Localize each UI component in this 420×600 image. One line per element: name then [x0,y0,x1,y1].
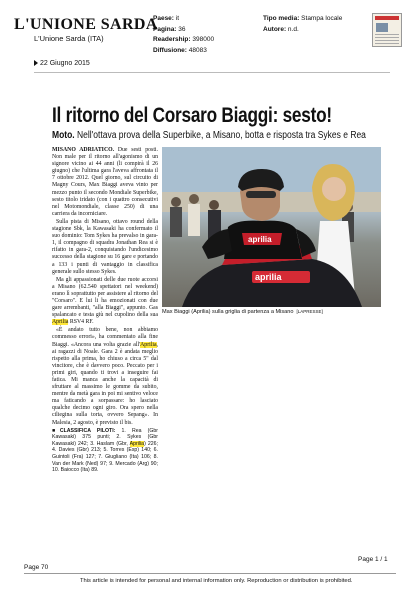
newspaper-logo: L'UNIONE SARDA [14,16,158,33]
readership-label: Readership: [153,36,191,43]
bullet-square-icon: ■ [52,427,60,434]
newspaper-thumbnail-icon [372,13,402,47]
headline: Il ritorno del Corsaro Biaggi: sesto! [52,104,332,127]
paragraph-1: Due sesti posti. Non male per il ritorno all'agonismo di un signore vicino ai 44 anni (li compirà il 26 giugno) che l'ultima gara l'aveva affrontata il 7 ottobre 2012. Quel giorno, sul circuito di Magny Cours, Max Biaggi aveva vinto per mezzo punto il secondo Mondiale Superbike, sesto titolo iridato (con i quattro consecutivi nel Motomondiale, classe 250) di una carriera da incorniciare. [52,147,158,217]
article-photo [162,147,381,307]
paragraph-2: Sulla pista di Misano, ottavo round della stagione Sbk, la Kawasaki ha confermato il suo dominio: Tom Sykes ha prevalso in gara-1, il compagno di squadra Jonathan Rea si è rifatto in gara-2, conquistando l'undicesimo successo della stagione su 16 gare e portando a 133 i punti di vantaggio in classifica generale sullo stesso Sykes. [52,218,158,275]
header-divider [34,72,390,73]
classifica-text-end: ) 226; 4. Davies (Gbr) 213; 5. Torres (Esp) 140; 6. Guintoli (Fra) 127; 7. Giugliano (Ita) 106; 8. Van der Mark (Ned) 97; 9. Mercado (Arg) 90; 10. Baiocco (Ita) 89. [52,440,158,474]
metadata-right [263,14,342,35]
diffusione-value: 48083 [188,46,207,54]
autore-value: n.d. [287,25,299,33]
classifica-text: 1. Rea (Gbr Kawasaki) 375 punti; 2. Sykes (Gbr Kawasaki) 242; 3. Haslam (Gbr, [52,427,158,447]
photo-illustration [162,147,381,307]
caption-text: Max Biaggi (Aprilia) sulla griglia di partenza a Misano [162,309,294,315]
footer-divider [24,573,396,574]
bike-logo-text: aprilia [255,272,282,282]
photo-caption [162,309,323,315]
footer-disclaimer: This article is intended for personal and internal information only. Reproduction or distribution is prohibited. [80,578,353,584]
paragraph-4-text: «È andato tutto bene, non abbiamo commesso errori», ha commentato alla fine Biaggi. «Ancora una volta grazie all' [52,327,158,348]
aprilia-highlight: Aprilia [52,319,69,326]
metadata-left [153,14,214,56]
diffusione-label: Diffusione: [153,46,187,54]
tipo-media-value: Stampa locale [301,15,343,22]
dateline: MISANO ADRIATICO. [52,147,115,153]
paese-label: Paese: [153,15,174,22]
paragraph-3-text: Ma gli appassionati delle due ruote accorsi a Misano (62.540 spettatori nel weekend) erano lì soprattutto per assistere al ritorno del "Corsaro". E lui li ha emozionati con due gare arrembanti, "alla Biaggi", appunto. Gas spalancato e testa giù nel cupolino della sua [52,276,158,319]
article-date [34,60,90,67]
classifica-label: CLASSIFICA PILOTI: [59,427,116,434]
page-count: Page 1 / 1 [358,556,388,563]
aprilia-highlight: Aprilia [129,440,145,447]
jersey-logo-text: aprilia [248,235,272,244]
pagina-value: 36 [178,25,186,33]
paese-value: it [175,15,180,22]
subhead-kicker: Moto. [52,130,75,141]
article-body [52,147,158,475]
date-text: 22 Giugno 2015 [40,60,90,67]
publication-name: L'Unione Sarda (ITA) [34,34,104,43]
readership-value: 398000 [192,36,215,43]
aprilia-highlight: Aprilia [140,341,157,348]
subhead-text: Nell'ottava prova della Superbike, a Misano, botta e risposta tra Sykes e Rea [74,130,366,141]
triangle-icon [34,60,38,66]
paragraph-4 [52,327,158,426]
page-number: Page 70 [24,564,49,571]
subheadline [52,130,366,141]
photo-credit: [LAPRESSE] [296,309,323,314]
pagina-label: Pagina: [153,25,177,33]
autore-label: Autore: [263,25,287,33]
classifica-piloti [52,428,158,474]
paragraph-3 [52,277,158,327]
tipo-media-label: Tipo media: [263,15,300,22]
paragraph-4-end: , ai ragazzi di Noale. Gara 2 è andata meglio rispetto alla prima, ho chiuso a circa 5" dal vincitore, che è davvero poco. Peccato per i primi giri, quando ti trovi a inseguire fai fatica. Mi manca anche la capacità di sfruttare al massimo le gomme da subito, mentre da metà gara in poi mi sentivo veloce ma faticando a sorpassare: ho lasciato qualche decimo ogni giro. Ora spero nella ciliegina sulla torta, ovvero Sepang». In Malesia, 2 agosto, è previsto il bis. [52,341,158,426]
paragraph-3-end: RSV4 RF. [68,319,94,326]
